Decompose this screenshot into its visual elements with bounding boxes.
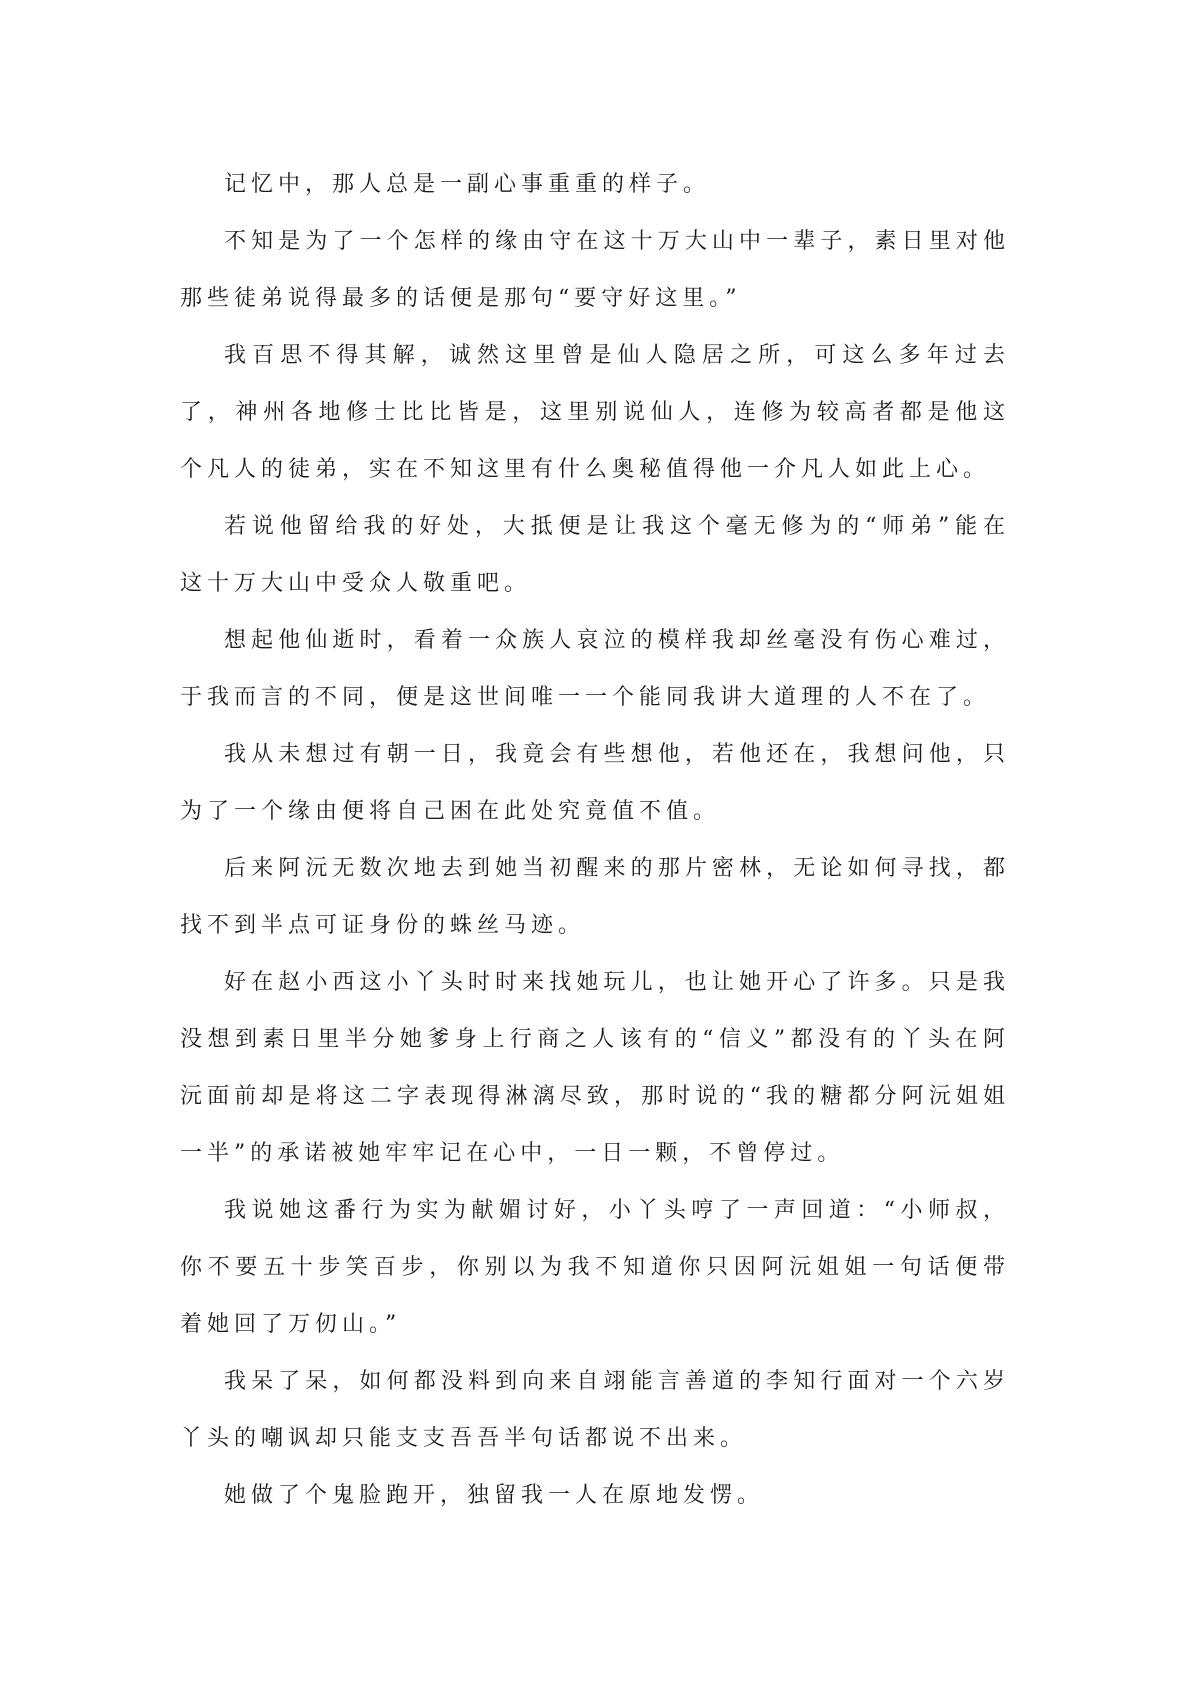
- paragraph-2: 不知是为了一个怎样的缘由守在这十万大山中一辈子，素日里对他那些徒弟说得最多的话便是那句“要守好这里。”: [180, 229, 1010, 311]
- paragraph-11: 她做了个鬼脸跑开，独留我一人在原地发愣。: [224, 1483, 765, 1508]
- paragraph-9: 我说她这番行为实为献媚讨好，小丫头哼了一声回道：“小师叔，你不要五十步笑百步，你别以为我不知道你只因阿沅姐姐一句话便带着她回了万仞山。”: [180, 1198, 1010, 1337]
- body-text: [180, 156, 1010, 1524]
- paragraph-10: 我呆了呆，如何都没料到向来自翊能言善道的李知行面对一个六岁丫头的嘲讽却只能支支吾吾半句话都说不出来。: [180, 1369, 1010, 1451]
- paragraph-6: 我从未想过有朝一日，我竟会有些想他，若他还在，我想问他，只为了一个缘由便将自己困在此处究竟值不值。: [180, 742, 1010, 824]
- paragraph-4: 若说他留给我的好处，大抵便是让我这个毫无修为的“师弟”能在这十万大山中受众人敬重吧。: [180, 514, 1010, 596]
- paragraph-7: 后来阿沅无数次地去到她当初醒来的那片密林，无论如何寻找，都找不到半点可证身份的蛛丝马迹。: [180, 856, 1010, 938]
- paragraph-8: 好在赵小西这小丫头时时来找她玩儿，也让她开心了许多。只是我没想到素日里半分她爹身上行商之人该有的“信义”都没有的丫头在阿沅面前却是将这二字表现得淋漓尽致，那时说的“我的糖都分阿沅姐姐一半”的承诺被她牢牢记在心中，一日一颗，不曾停过。: [180, 970, 1010, 1166]
- paragraph-1: 记忆中，那人总是一副心事重重的样子。: [224, 172, 711, 197]
- paragraph-3: 我百思不得其解，诚然这里曾是仙人隐居之所，可这么多年过去了，神州各地修士比比皆是，这里别说仙人，连修为较高者都是他这个凡人的徒弟，实在不知这里有什么奥秘值得他一介凡人如此上心。: [180, 343, 1010, 482]
- paragraph-5: 想起他仙逝时，看着一众族人哀泣的模样我却丝毫没有伤心难过，于我而言的不同，便是这世间唯一一个能同我讲大道理的人不在了。: [180, 628, 1010, 710]
